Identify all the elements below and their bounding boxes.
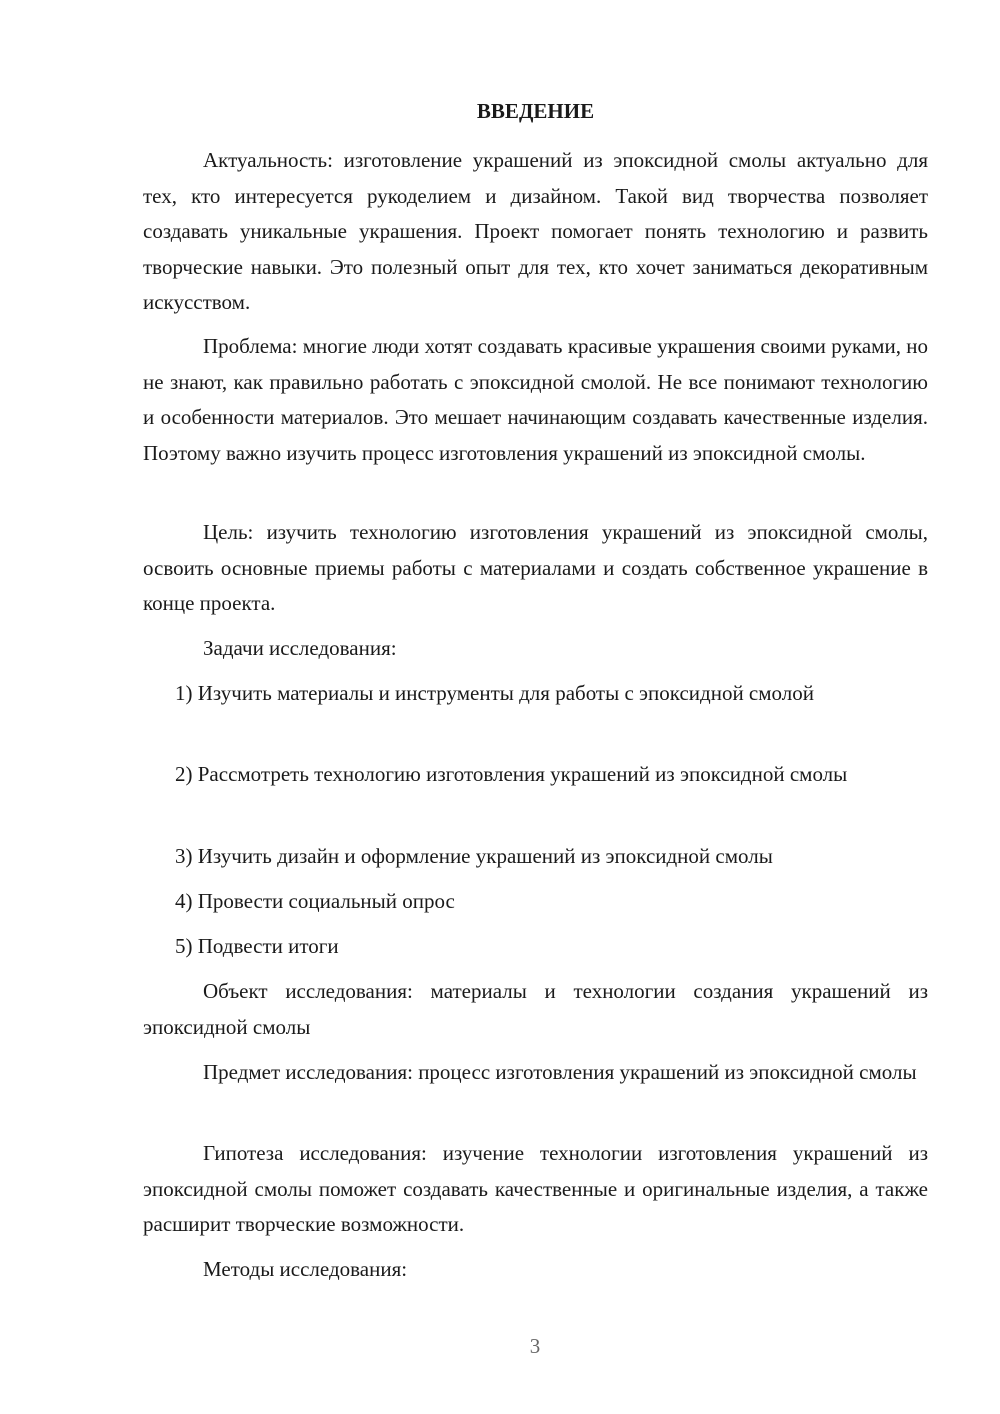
subject-paragraph: Предмет исследования: процесс изготовления украшений из эпоксидной смолы: [203, 1060, 917, 1084]
hypothesis-paragraph: Гипотеза исследования: изучение технологии изготовления украшений из эпоксидной смолы поможет создавать качественные и оригинальные изделия, а также расширит творческие возможности.: [143, 1141, 928, 1236]
task-item-4: 4) Провести социальный опрос: [175, 889, 455, 913]
task-item-5: 5) Подвести итоги: [175, 934, 339, 958]
object-paragraph: Объект исследования: материалы и технологии создания украшений из эпоксидной смолы: [143, 979, 928, 1039]
task-item-3: 3) Изучить дизайн и оформление украшений из эпоксидной смолы: [175, 844, 773, 868]
relevance-paragraph: Актуальность: изготовление украшений из эпоксидной смолы актуально для тех, кто интересуется рукоделием и дизайном. Такой вид творчества позволяет создавать уникальные украшения. Проект помогает понять технологию и развить творческие навыки. Это полезный опыт для тех, кто хочет заниматься декоративным искусством.: [143, 148, 928, 314]
goal-paragraph: Цель: изучить технологию изготовления украшений из эпоксидной смолы, освоить основные приемы работы с материалами и создать собственное украшение в конце проекта.: [143, 520, 928, 615]
tasks-heading: Задачи исследования:: [203, 636, 397, 660]
methods-heading: Методы исследования:: [203, 1257, 408, 1281]
page-title: ВВЕДЕНИЕ: [476, 99, 595, 123]
task-item-2: 2) Рассмотреть технологию изготовления украшений из эпоксидной смолы: [175, 762, 848, 786]
task-item-1: 1) Изучить материалы и инструменты для работы с эпоксидной смолой: [175, 681, 814, 705]
page-number: 3: [529, 1334, 541, 1358]
problem-paragraph: Проблема: многие люди хотят создавать красивые украшения своими руками, но не знают, как правильно работать с эпоксидной смолой. Не все понимают технологию и особенности материалов. Это мешает начинающим создавать качественные изделия. Поэтому важно изучить процесс изготовления украшений из эпоксидной смолы.: [143, 334, 928, 465]
